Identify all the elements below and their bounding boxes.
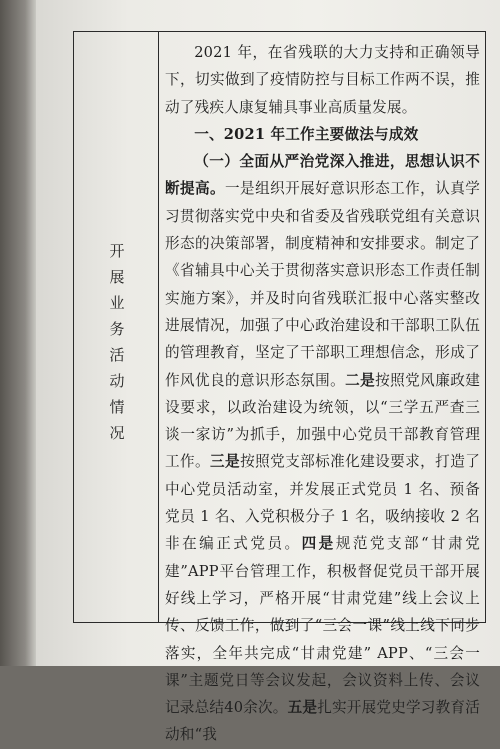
point-four-lead: 四是	[301, 535, 336, 553]
report-content	[165, 39, 480, 749]
point-four-text: 规范党支部“甘肃党建”APP平台管理工作，积极督促党员干部开展好线上学习，严格开展“甘肃党建”线上会议上传、反馈工作，做到了“三会一课”线上线下同步落实，全年共完成“甘肃党建” APP、“三会一课”主题党日等会议发起，会议资料上传、会议记录总结40余次。	[165, 535, 480, 717]
intro-paragraph: 2021 年，在省残联的大力支持和正确领导下，切实做到了疫情防控与目标工作两不误，推动了残疾人康复辅具事业高质量发展。	[165, 44, 480, 116]
side-label-char: 业	[109, 294, 125, 312]
point-five-lead: 五是	[287, 699, 318, 717]
side-label-char: 开	[109, 242, 125, 260]
side-label-char: 活	[109, 346, 125, 364]
point-two-text: 按照党风廉政建设要求，以政治建设为统领，以“三学五严查三谈一家访”为抓手，加强中心党员干部教育管理工作。	[165, 371, 481, 471]
section-title: 一、2021 年工作主要做法与成效	[194, 125, 419, 143]
body-paragraph	[165, 148, 480, 749]
side-label-char: 况	[109, 424, 125, 442]
page-edge-shadow	[0, 0, 36, 666]
side-label	[108, 238, 126, 446]
point-five-text: 扎实开展党史学习教育活动和“我	[165, 699, 481, 744]
side-label-char: 动	[109, 372, 125, 390]
point-one-text: 一是组织开展好意识形态工作，认真学习贯彻落实党中央和省委及省残联党组有关意识形态的决策部署，制度精神和安排要求。制定了《省辅具中心关于贯彻落实意识形态工作责任制实施方案》，并及时向省残联汇报中心落实整改进展情况，加强了中心政治建设和干部职工队伍的管理教育，坚定了干部职工理想信念，形成了作风优良的意识形态氛围。	[165, 180, 480, 389]
side-label-char: 展	[109, 268, 125, 286]
point-three-lead: 三是	[210, 453, 241, 471]
side-label-char: 情	[109, 398, 125, 416]
point-three-text: 按照党支部标准化建设要求，打造了中心党员活动室，并发展正式党员 1 名、预备党员 1 名、入党积极分子 1 名，吸纳接收 2 名非在编正式党员。	[165, 453, 480, 553]
side-label-char: 务	[109, 320, 125, 338]
point-two-lead: 二是	[345, 371, 376, 389]
sub-title: （一）全面从严治党深入推进，思想认识不断提高。	[165, 153, 480, 198]
